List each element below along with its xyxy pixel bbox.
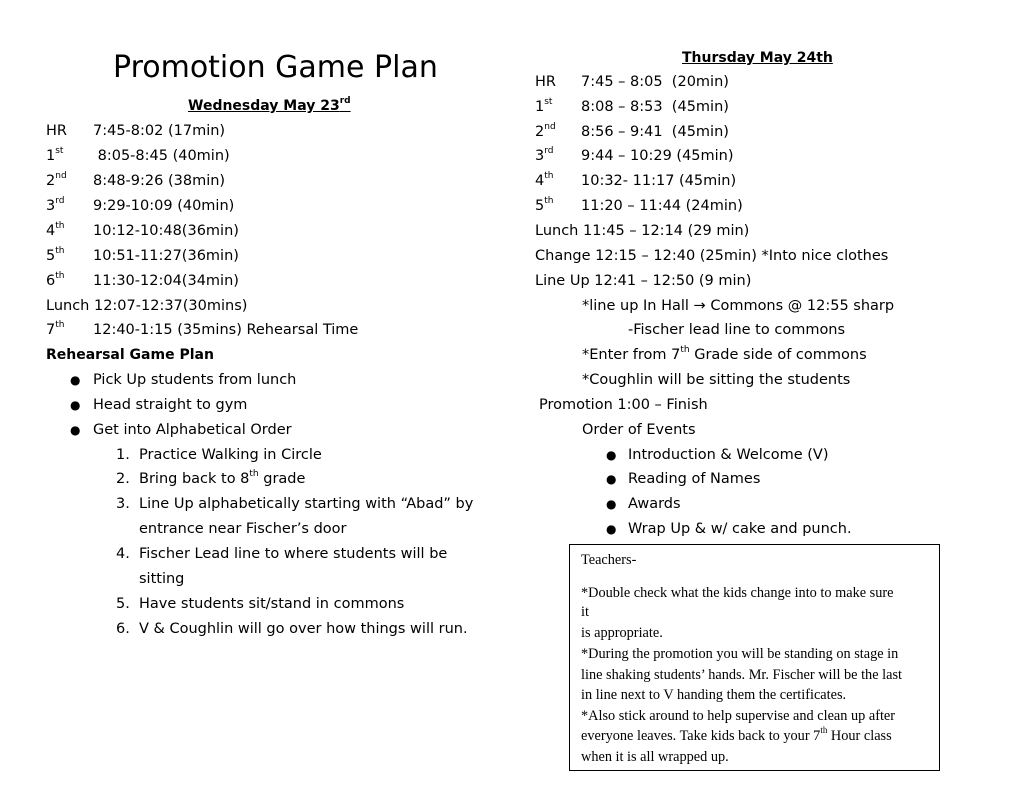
period-label: 2nd	[535, 122, 556, 140]
lineup-note: *Enter from 7th Grade side of commons	[582, 345, 867, 363]
note-heading: Teachers-	[581, 552, 637, 568]
lineup-note: *line up In Hall → Commons @ 12:55 sharp	[582, 298, 895, 314]
period-label: 4th	[46, 221, 65, 239]
lineup-note: -Fischer lead line to commons	[628, 322, 846, 338]
period-time: 8:48-9:26 (38min)	[93, 173, 226, 189]
lunch-row: Lunch 11:45 – 12:14 (29 min)	[535, 223, 750, 239]
rehearsal-heading: Rehearsal Game Plan	[46, 347, 214, 363]
note-line: is appropriate.	[581, 625, 663, 641]
period-time: 8:05-8:45 (40min)	[93, 148, 230, 164]
period-label: 1st	[46, 146, 64, 164]
lineup-row: Line Up 12:41 – 12:50 (9 min)	[535, 273, 752, 289]
period-time: 8:56 – 9:41 (45min)	[581, 124, 729, 140]
note-line: line shaking students’ hands. Mr. Fischer will be the last	[581, 667, 902, 683]
lunch-row: Lunch 12:07-12:37(30mins)	[46, 298, 248, 314]
order-heading: Order of Events	[582, 422, 696, 438]
period-label: 6th	[46, 271, 65, 289]
note-line: everyone leaves. Take kids back to your 7th Hour class	[581, 725, 892, 744]
promotion-row: Promotion 1:00 – Finish	[539, 397, 708, 413]
period-time: 10:12-10:48(36min)	[93, 223, 239, 239]
wednesday-heading	[188, 98, 351, 114]
bullet-icon: ●	[606, 472, 617, 486]
lineup-note: *Coughlin will be sitting the students	[582, 372, 851, 388]
period-label: 3rd	[46, 196, 65, 214]
change-row: Change 12:15 – 12:40 (25min) *Into nice clothes	[535, 248, 889, 264]
note-line: *During the promotion you will be standing on stage in	[581, 646, 899, 662]
period-label: HR	[46, 123, 67, 139]
bullet-icon: ●	[606, 522, 617, 536]
bullet-icon: ●	[70, 423, 81, 437]
wednesday-heading-sup: rd	[339, 96, 351, 106]
period-label: 7th	[46, 320, 65, 338]
period-label: 3rd	[535, 146, 554, 164]
list-item-continuation: sitting	[139, 571, 185, 587]
period-time: 10:32- 11:17 (45min)	[581, 173, 737, 189]
period-time: 7:45 – 8:05 (20min)	[581, 74, 729, 90]
period-time: 11:20 – 11:44 (24min)	[581, 198, 743, 214]
period-time: 12:40-1:15 (35mins) Rehearsal Time	[93, 322, 359, 338]
page-title: Promotion Game Plan	[113, 50, 438, 85]
period-label: 4th	[535, 171, 554, 189]
list-item-continuation: entrance near Fischer’s door	[139, 521, 347, 537]
period-time: 7:45-8:02 (17min)	[93, 123, 226, 139]
period-time: 11:30-12:04(34min)	[93, 273, 239, 289]
period-label: HR	[535, 74, 556, 90]
bullet-icon: ●	[606, 448, 617, 462]
note-line: it	[581, 604, 589, 620]
bullet-icon: ●	[70, 398, 81, 412]
period-time: 9:44 – 10:29 (45min)	[581, 148, 734, 164]
bullet-icon: ●	[606, 497, 617, 511]
period-time: 8:08 – 8:53 (45min)	[581, 99, 729, 115]
period-label: 5th	[535, 196, 554, 214]
period-time: 9:29-10:09 (40min)	[93, 198, 235, 214]
period-label: 1st	[535, 97, 553, 115]
note-line: when it is all wrapped up.	[581, 749, 729, 765]
note-line: *Also stick around to help supervise and clean up after	[581, 708, 896, 724]
thursday-heading: Thursday May 24th	[682, 50, 833, 66]
teachers-note-box	[569, 544, 940, 771]
note-line: in line next to V handing them the certificates.	[581, 687, 847, 703]
wednesday-heading-text: Wednesday May 23	[188, 98, 340, 114]
period-label: 5th	[46, 246, 65, 264]
period-label: 2nd	[46, 171, 67, 189]
period-time: 10:51-11:27(36min)	[93, 248, 239, 264]
note-line: *Double check what the kids change into to make sure	[581, 585, 894, 601]
bullet-icon: ●	[70, 373, 81, 387]
